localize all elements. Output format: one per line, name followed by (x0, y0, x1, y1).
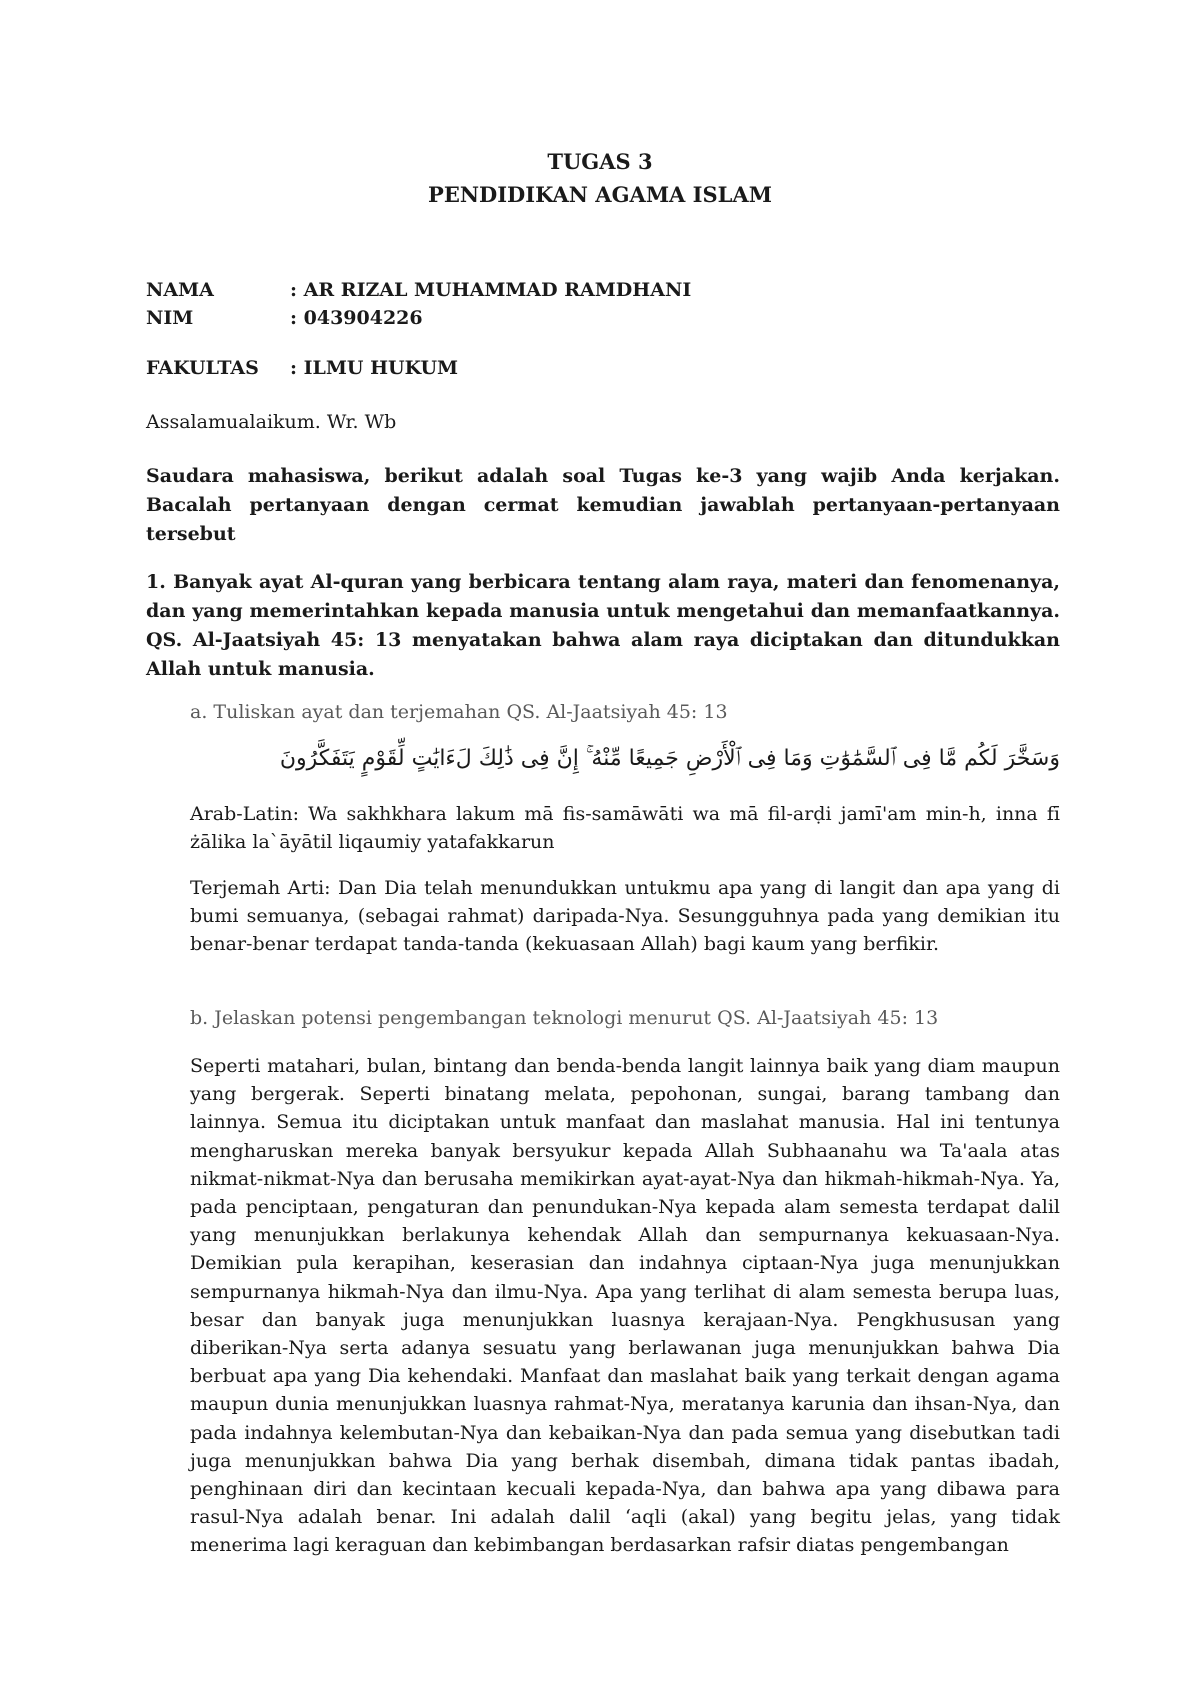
nama-value: : AR RIZAL MUHAMMAD RAMDHANI (290, 279, 692, 301)
translation-text: Terjemah Arti: Dan Dia telah menundukkan untukmu apa yang di langit dan apa yang di bumi semuanya, (sebagai rahmat) daripada-Nya. Sesungguhnya pada yang demikian itu benar-benar terdapat tanda-tanda (kekuasaan Allah) bagi kaum yang berfikir. (190, 877, 1060, 955)
document-subtitle: PENDIDIKAN AGAMA ISLAM (428, 182, 772, 207)
fakultas-value: : ILMU HUKUM (290, 357, 459, 379)
intro-paragraph: Saudara mahasiswa, berikut adalah soal Tugas ke-3 yang wajib Anda kerjakan. Bacalah pertanyaan dengan cermat kemudian jawablah pertanyaan-pertanyaan tersebut (146, 465, 1060, 545)
document-title: TUGAS 3 (547, 149, 653, 174)
fakultas-row (146, 354, 458, 382)
question-1: 1. Banyak ayat Al-quran yang berbicara tentang alam raya, materi dan fenomenanya, dan yang memerintahkan kepada manusia untuk mengetahui dan memanfaatkannya. QS. Al-Jaatsiyah 45: 13 menyatakan bahwa alam raya diciptakan dan ditundukkan Allah untuk manusia. (146, 571, 1060, 680)
nim-label: NIM (146, 307, 194, 329)
nama-label: NAMA (146, 279, 214, 301)
arabic-verse: وَسَخَّرَ لَكُم مَّا فِى ٱلسَّمَٰوَٰتِ وَمَا فِى ٱلْأَرْضِ جَمِيعًا مِّنْهُ ۚ إِنَّ فِى ذَٰلِكَ لَءَايَٰتٍ لِّقَوْمٍ يَتَفَكَّرُونَ (279, 746, 1060, 771)
subquestion-a: a. Tuliskan ayat dan terjemahan QS. Al-Jaatsiyah 45: 13 (190, 701, 728, 723)
nim-row (146, 304, 423, 332)
subquestion-b: b. Jelaskan potensi pengembangan teknologi menurut QS. Al-Jaatsiyah 45: 13 (190, 1007, 939, 1029)
arab-latin-text: Arab-Latin: Wa sakhkhara lakum mā fis-samāwāti wa mā fil-arḍi jamī'am min-h, inna fī żālika la`āyātil liqaumiy yatafakkarun (190, 803, 1060, 853)
greeting: Assalamualaikum. Wr. Wb (146, 411, 397, 433)
nama-row (146, 276, 691, 304)
fakultas-label: FAKULTAS (146, 357, 259, 379)
nim-value: : 043904226 (290, 307, 423, 329)
answer-b-paragraph: Seperti matahari, bulan, bintang dan benda-benda langit lainnya baik yang diam maupun yang bergerak. Seperti binatang melata, pepohonan, sungai, barang tambang dan lainnya. Semua itu diciptakan untuk manfaat dan maslahat manusia. Hal ini tentunya mengharuskan mereka banyak bersyukur kepada Allah Subhaanahu wa Ta'aala atas nikmat-nikmat-Nya dan berusaha memikirkan ayat-ayat-Nya dan hikmah-hikmah-Nya. Ya, pada penciptaan, pengaturan dan penundukan-Nya kepada alam semesta terdapat dalil yang menunjukkan berlakunya kehendak Allah dan sempurnanya kekuasaan-Nya. Demikian pula kerapihan, keserasian dan indahnya ciptaan-Nya juga menunjukkan sempurnanya hikmah-Nya dan ilmu-Nya. Apa yang terlihat di alam semesta berupa luas, besar dan banyak juga menunjukkan luasnya kerajaan-Nya. Pengkhususan yang diberikan-Nya serta adanya sesuatu yang berlawanan juga menunjukkan bahwa Dia berbuat apa yang Dia kehendaki. Manfaat dan maslahat baik yang terkait dengan agama maupun dunia menunjukkan luasnya rahmat-Nya, meratanya karunia dan ihsan-Nya, dan pada indahnya kelembutan-Nya dan kebaikan-Nya dan pada semua yang disebutkan tadi juga menunjukkan bahwa Dia yang berhak disembah, dimana tidak pantas ibadah, penghinaan diri dan kecintaan kecuali kepada-Nya, dan bahwa apa yang dibawa para rasul-Nya adalah benar. Ini adalah dalil ‘aqli (akal) yang begitu jelas, yang tidak menerima lagi keraguan dan kebimbangan berdasarkan rafsir diatas pengembangan (190, 1055, 1060, 1557)
